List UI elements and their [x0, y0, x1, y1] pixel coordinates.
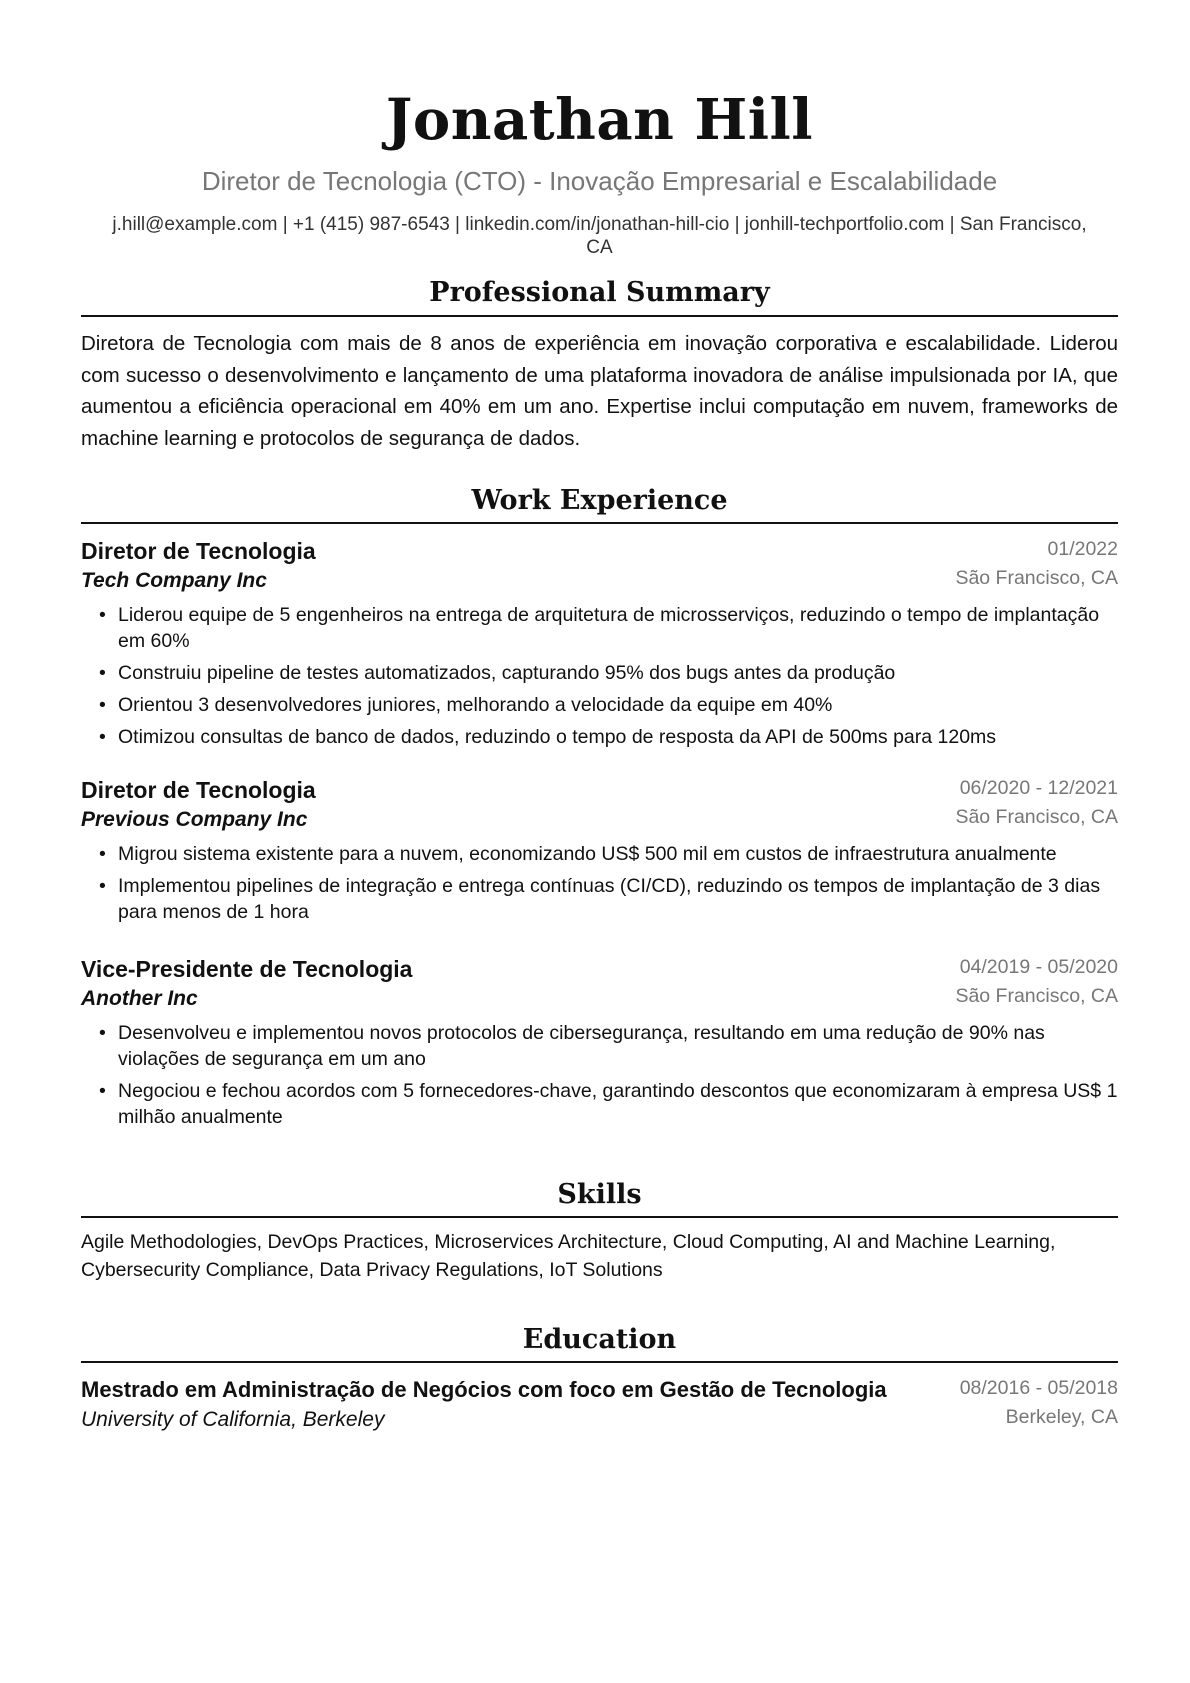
skills-heading: Skills	[557, 1179, 642, 1210]
job-company: Previous Company Inc	[81, 808, 308, 831]
contact-info	[81, 213, 1118, 259]
section-divider	[81, 1361, 1118, 1363]
job-location: São Francisco, CA	[955, 806, 1118, 828]
experience-heading: Work Experience	[471, 485, 728, 516]
contact-line-1: j.hill@example.com | +1 (415) 987-6543 | linkedin.com/in/jonathan-hill-cio | jonhill-techportfolio.com | San Francisco,	[112, 214, 1087, 235]
education-date: 08/2016 - 05/2018	[959, 1377, 1118, 1399]
skills-text: Agile Methodologies, DevOps Practices, Microservices Architecture, Cloud Computing, AI and Machine Learning, Cybersecurity Compliance, Data Privacy Regulations, IoT Solutions	[81, 1231, 1056, 1281]
job-bullets	[81, 841, 1118, 925]
list-item: • Implementou pipelines de integração e entrega contínuas (CI/CD), reduzindo os tempos de implantação de 3 dias para menos de 1 hora	[118, 873, 1118, 925]
job-title: Vice-Presidente de Tecnologia	[81, 956, 413, 982]
job-date: 04/2019 - 05/2020	[959, 956, 1118, 978]
summary-heading: Professional Summary	[429, 277, 770, 308]
list-item: • Liderou equipe de 5 engenheiros na entrega de arquitetura de microsserviços, reduzindo o tempo de implantação em 60%	[118, 602, 1118, 654]
job-title: Diretor de Tecnologia	[81, 538, 316, 564]
contact-line-2: CA	[586, 237, 613, 258]
job-location: São Francisco, CA	[955, 567, 1118, 589]
degree: Mestrado em Administração de Negócios com foco em Gestão de Tecnologia	[81, 1377, 887, 1402]
list-item: • Orientou 3 desenvolvedores juniores, melhorando a velocidade da equipe em 40%	[118, 692, 1118, 718]
job-bullets	[81, 602, 1118, 750]
section-divider	[81, 1216, 1118, 1218]
job-entry	[81, 536, 1118, 756]
education-location: Berkeley, CA	[1005, 1406, 1118, 1428]
list-item: • Otimizou consultas de banco de dados, reduzindo o tempo de resposta da API de 500ms para 120ms	[118, 724, 1118, 750]
job-title: Diretor de Tecnologia	[81, 777, 316, 803]
job-date: 06/2020 - 12/2021	[959, 777, 1118, 799]
candidate-name: Jonathan Hill	[385, 87, 814, 153]
job-company: Tech Company Inc	[81, 569, 267, 592]
summary-text: Diretora de Tecnologia com mais de 8 anos de experiência em inovação corporativa e escalabilidade. Liderou com sucesso o desenvolvimento e lançamento de uma plataforma inovadora de análise impulsionada por IA, que aumentou a eficiência operacional em 40% em um ano. Expertise inclui computação em nuvem, frameworks de machine learning e protocolos de segurança de dados.	[81, 332, 1118, 450]
job-entry	[81, 775, 1118, 931]
job-date: 01/2022	[1047, 538, 1118, 560]
school: University of California, Berkeley	[81, 1408, 385, 1431]
section-divider	[81, 315, 1118, 317]
list-item: • Negociou e fechou acordos com 5 fornecedores-chave, garantindo descontos que economizaram à empresa US$ 1 milhão anualmente	[118, 1078, 1118, 1130]
job-bullets	[81, 1020, 1118, 1130]
section-divider	[81, 522, 1118, 524]
list-item: • Desenvolveu e implementou novos protocolos de cibersegurança, resultando em uma redução de 90% nas violações de segurança em um ano	[118, 1020, 1118, 1072]
candidate-headline: Diretor de Tecnologia (CTO) - Inovação Empresarial e Escalabilidade	[201, 166, 998, 196]
job-location: São Francisco, CA	[955, 985, 1118, 1007]
list-item: • Construiu pipeline de testes automatizados, capturando 95% dos bugs antes da produção	[118, 660, 1118, 686]
job-entry	[81, 954, 1118, 1136]
education-entry	[81, 1375, 1118, 1435]
job-company: Another Inc	[81, 987, 198, 1010]
education-heading: Education	[522, 1324, 677, 1355]
list-item: • Migrou sistema existente para a nuvem, economizando US$ 500 mil em custos de infraestrutura anualmente	[118, 841, 1118, 867]
